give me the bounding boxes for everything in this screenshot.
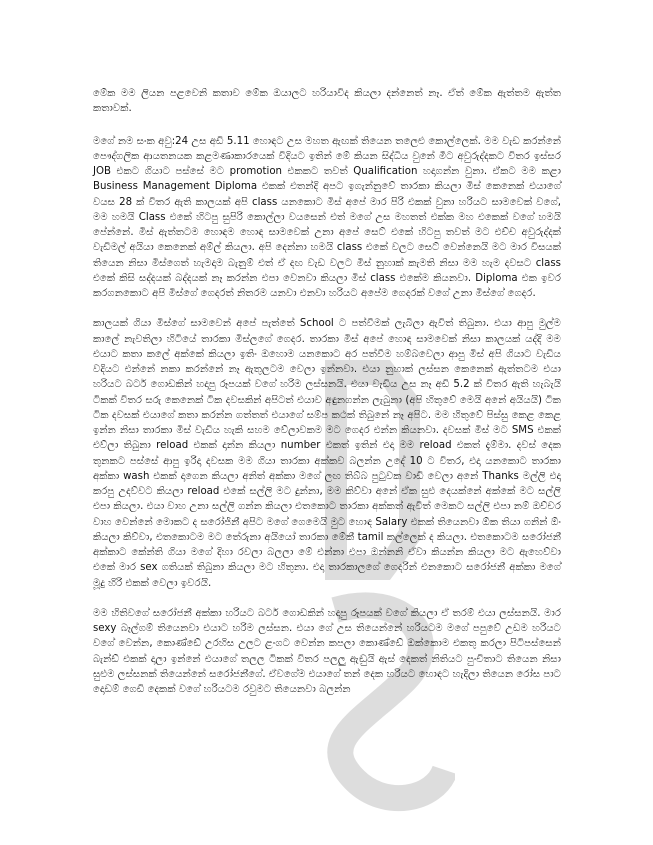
paragraph-4: මම හිතිවගේ සරෝජනී අක්කා හරියට බටර් ගොඩකින් හදාපු රූපයක් වගේ කියලා ඒ තරම් එයා ලස්සනයි. මාර sexy බෑල්ගම් තියෙනවා එයාට හරිම ලස්සන. එයා ගේ උස තියෙන්නේ හරියටම මගේ පපුවේ උඩම හරියට වගේ වෙන්න, කොණ්ඩේ උරහිස උලට ළංගට වෙන්න කපලා කොණ්ඩේ ඔක්කොම එකතු කරලා පිටිපස්සෙන් බැන්ඩ් එකක් දාලා ඉන්නේ එයාගේ තලල ටිකක් විතර පලලු ඇඬුයි ඇස් දෙකත් නිතියට පුංචිතාට තියෙන නිසා සුළුම ලස්සනක් තියෙන්නේ සරෝජනීගේ. ඒවගේම එයාගේ තන් දෙක හරියට හොඳට හැදිලා තියෙන රෝස පාට දොඩම් ගෙඩි දෙකක් වගේ හරියටම රවුමට තියෙනවා බලන්න	[93, 607, 561, 695]
document-body	[93, 86, 561, 712]
paragraph-2: මගේ නම සංක අවු:24 උස අඩි 5.11 හොඳට උස මහත ඇඟක් තියෙන තලෙළු කොල්ලෙක්. මම වැඩ කරන්නේ පෞද්ගලික ආයතනයක කළමණාකාරයෙක් විදියට ඉතින් මේ කියන සිද්ධිය වුනේ මීට අවුරුද්දකට විතර ඉස්සර JOB එකට ගියාට පස්සේ මට promotion එකකට තවත් Qualification හදාගන්න වුනා. ඒකට මම කළා Business Management Diploma එකක් එතන්දි අපට ඉගැන්නුවේ තාරකා කියලා මිස් කෙනෙක් එයාගේ වයස 28 ක් විතර ඇති කාලයක් අපි class යනකොට මිස් අපේ මාර පිරි එකක් වුනා හරියට සාමවෙක් වගේ, මම හමයි Class එකේ හිටපු සුපිරි කොල්ලා වයසෙන් එත් මගේ උස මහතත් එක්ක මහ එකෙක් වගේ හමයි පේන්නේ. මිස් ඇත්තටම හොඳම හොඳ සාමවෙක් උනා අපේ සෙට් එකේ හිටපු තවත් මට එච්ච අවුරුද්දක් වැඩිමල් අයියා කෙනෙක් අම්ල් කියලා. අපි දෙන්නා හමයි class එකේ වලට සෙට් වෙන්නෙයි මට මාර විසයක් තියෙන නිසා මිස්ගෙත් හැමදාම බැනුම් එත් ඒ දඟ වැඩ වලට මිස් නුහාක් කැමති නිසා මම හැම දවසට class එකේ කිසි සද්දයක් බද්දයක් නෑ කරන්න එපා වෙනවා කියලා මිස් class එකේම කියනවා. Diploma එක ඉවර කරගනකොට අපි මිස්ගේ ගෙදරත් නිතරම යනවා එනවා හරියට අපේම ගෙදරක් වගේ උනා මිස්ගේ ගෙදර.	[93, 135, 561, 299]
paragraph-1: මේක මම ලියන පළවෙනි කතාව මේක ඔයාලට හරියාවිද කියලා දන්නෙත් නෑ. ඒත් මේක ඇත්තම ඇත්ත කතාවක්.	[93, 88, 561, 115]
paragraph-3: කාලයක් ගියා මිස්ගේ සාමවෙන් අපේ පැත්තේ School ට පත්වීමක් ලැබිලා ඇවිත් තිබුනා. එයා ආපු මුල්ම කාලේ නැවතිලා හිටියේ තාරකා මිස්ලගේ ගෙදර. තාරකා මිස් අපේ හොඳ සාමවෙක් නිසා කාලයක් යද්දි මම එයාට කතා කලේ අක්කේ කියලා ඉතිං ඔහොම යනකොට අර පත්වීම හම්බවෙලා ආපු මිස් අපි ගියාට වැඩිය වදියට එන්නේ නකා කරන්නේ නෑ ඇතුලටම වෙලා ඉන්නවා. එයා නුහාක් ලස්සන කෙනෙක් ඇත්තටම එයා හරියට බටර් ගොඩකින් හදාපු රූපයක් වගේ හරිම ලස්සනයි. එයා වැඩිය උස නෑ අඩි 5.2 ක් විතර ඇති හැබැයි ටිකක් විතර සරු කෙනෙක් ටික දවසකින් අපිටත් එයාව අඳුනගන්න ලැබුනා (අපි හිතුවේ මෙයි අනේ අයියයි) ටික ටික දවසක් එයාගේ කතා කරන්න ගත්තත් එයාගේ සම්ප කථක් තිබුනේ නෑ අපිට. මම හිතුවේ පිස්සු කෙළ කෙළ ඉන්න නිසා තාරකා මිස් වැඩිය හැකි සහම වේලාවකම මට ගෙදර එන්න කියනවා. දවසක් මිස් මට SMS එකක් එව්ලා තිබුනා reload එකක් දාන්න කියලා number එකත් ඉතින් එදා මම reload එකත් දැම්මා. දවස් දෙක තුනකට පස්සේ ආපු ඉරිදා දවසක මම ගියා තාරකා අක්කව බලන්න උදේ 10 ට විතර, එදා යනකොට තාරකා අක්කා wash එකක් දාගෙන කියලා අනිත් අක්කා මගේ ලඟ තිබ්බ පුටුවක වාඩි වෙලා අනේ Thanks මල්ලි එදා කරපු උදව්වට කියලා reload එකේ සල්ලි මට දුන්නා, මම කිව්වා අනේ ඒක සුළු දෙයක්නේ අක්කේ මට සල්ලි එපා කියලා. එයා වාහ උනා සල්ලි ගන්න කියලා එතකොට තාරකා අක්කත් ඇවිත් මෙකට සල්ලි එපා නම් ඔච්චර වාහ වෙන්නේ මොකට ද සරෝජිනී අපිට මගේ ගෙමෙයි මුට හොඳ Salary එකක් තියෙනවා ඕක තියා ගනින් ඕං කියලා කිව්වා, එතකොටම මට තේරුනා අයියෝ තාරකා මේකී tamil කල්ලෙක් ද කියලා. එතකොටම සරෝජනී අක්කාට කේන්ති ගියා මගේ දිහා රවලා බලලා මේ එන්නා එපා ඔන්නනි ඒවා කියන්න කියලා මට ඇහෙව්වා එකේ මාර sex ගතියක් තිබුනා කියලා මට හිතුනා. එදා තාරකාලගේ ගෙදරින් එනකොට සරෝජනී අක්කා මගේ මූදු හිරි එකක් වෙලා ඉවරයි.	[93, 318, 561, 589]
